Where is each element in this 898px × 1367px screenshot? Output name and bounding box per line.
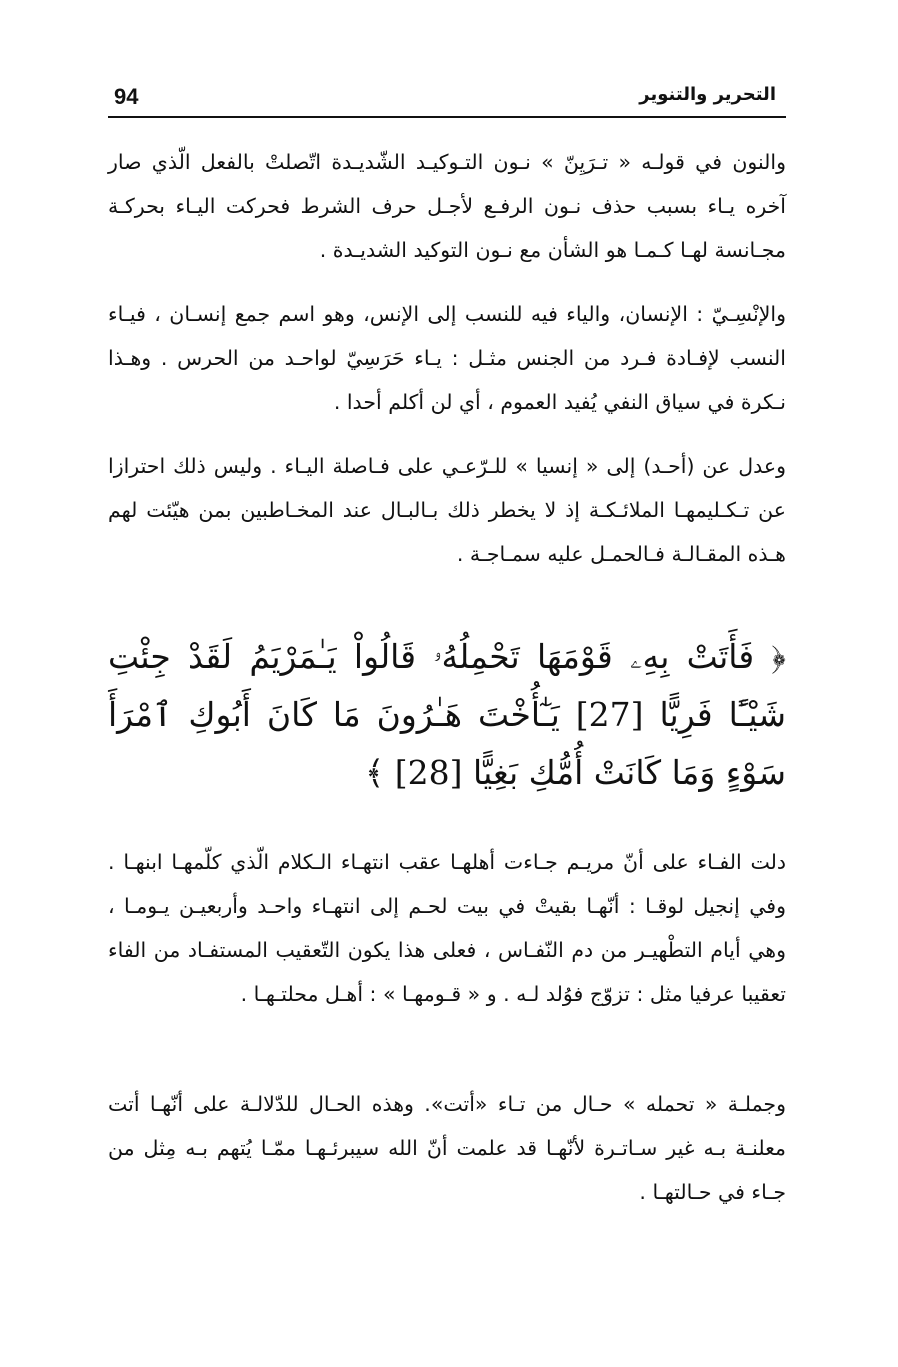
book-title: التحرير والتنوير	[639, 84, 776, 105]
paragraph-insi: والإنْسِـيّ : الإنسان، والياء فيه للنسب إلى الإنس، وهو اسم جمع إنسـان ، فيـاء النسب لإفـادة فـرد من الجنس مثـل : يـاء حَرَسِيّ لواحـد من الحرس . وهـذا نـكرة في سياق النفي يُفيد العموم ، أي لن أكلم أحدا .	[108, 302, 786, 414]
page-header	[108, 82, 786, 118]
paragraph-tahmiluhu: وجملـة « تحمله » حـال من تـاء «أتت». وهذه الحـال للدّلالـة على أنّهـا أتت معلنـة بـه غير سـاتـرة لأنّهـا قد علمت أنّ الله سيبرئـهـا ممّـا يُتهم بـه مِثل من جـاء في حـالتهـا .	[108, 1092, 786, 1204]
paragraph-fa-taqib: دلت الفـاء على أنّ مريـم جـاءت أهلهـا عقب انتهـاء الـكلام الّذي كلّمهـا ابنهـا . وفي إنجيل لوقـا : أنّهـا بقيتْ في بيت لحـم إلى انتهـاء واحـد وأربعيـن يـومـا ، وهي أيام التطْهيـر من دم النّفـاس ، فعلى هذا يكون التّعقيب المستفـاد من الفاء تعقيبا عرفيا مثل : تزوّج فوُلد لـه . و « قـومهـا » : أهـل محلتـهـا .	[108, 850, 786, 1006]
paragraph-nun-tawkid: والنون في قولـه « تـرَيِنّ » نـون التـوكيـد الشّديـدة اتّصلتْ بالفعل الّذي صار آخره يـاء بسبب حذف نـون الرفـع لأجـل حرف الشرط فحركت اليـاء بحركـة مجـانسة لهـا كـمـا هو الشأن مع نـون التوكيد الشديـدة .	[108, 150, 786, 262]
page-number: 94	[114, 84, 139, 109]
quran-verse: ﴿ فَأَتَتْ بِهِۦ قَوْمَهَا تَحْمِلُهُۥ قَالُواْ يَـٰمَرْيَمُ لَقَدْ جِئْتِ شَيْـًٔا فَرِيًّا [27] يَـٰٓأُخْتَ هَـٰرُونَ مَا كَانَ أَبُوكِ ٱمْرَأَ سَوْءٍ وَمَا كَانَتْ أُمُّكِ بَغِيًّا [28] ﴾	[108, 637, 786, 792]
paragraph-fasila: وعدل عن (أحـد) إلى « إنسيا » للـرّعـي على فـاصلة اليـاء . وليس ذلك احترازا عن تـكـليمهـا الملائـكـة إذ لا يخطر ذلك بـالبـال عند المخـاطبين بمن هيّئت لهم هـذه المقـالـة فـالحمـل عليه سمـاجـة .	[108, 454, 786, 566]
